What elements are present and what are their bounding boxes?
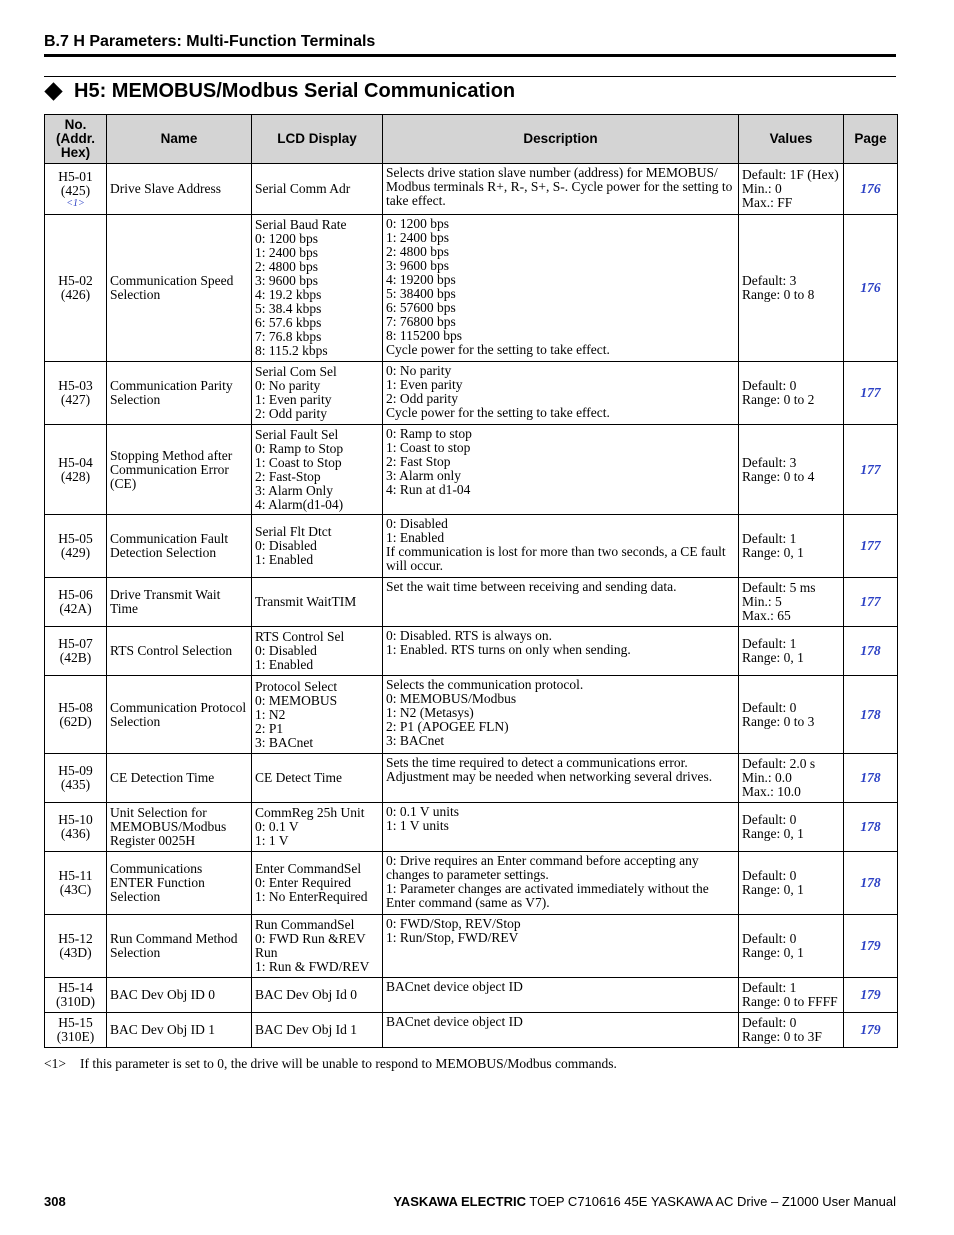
page-link[interactable]: 178 bbox=[860, 875, 881, 890]
lcd-display-cell bbox=[252, 1013, 383, 1048]
page-cell bbox=[844, 627, 898, 676]
param-number-cell bbox=[45, 627, 107, 676]
lcd-display-cell bbox=[252, 676, 383, 754]
header-line: (Addr. bbox=[56, 131, 95, 146]
table-row bbox=[45, 754, 898, 803]
description-line: 1: Run/Stop, FWD/REV bbox=[386, 930, 519, 945]
lcd-display-line: Serial Baud Rate bbox=[255, 217, 347, 232]
page-title-text: H5: MEMOBUS/Modbus Serial Communication bbox=[74, 80, 516, 102]
page-cell bbox=[844, 852, 898, 915]
param-number-line: H5-01 bbox=[58, 168, 93, 184]
lcd-display-line: 0: No parity bbox=[255, 378, 321, 393]
lcd-display-line: Serial Comm Adr bbox=[255, 181, 351, 196]
description-line: Selects the communication protocol. bbox=[386, 677, 584, 692]
lcd-display-cell bbox=[252, 215, 383, 362]
values-line: Range: 0 to 8 bbox=[742, 287, 815, 302]
lcd-display-line: 7: 76.8 kbps bbox=[255, 329, 322, 344]
header-line: Hex) bbox=[60, 145, 91, 160]
description-line: 3: BACnet bbox=[386, 733, 445, 748]
values-cell bbox=[739, 425, 844, 515]
lcd-display-cell bbox=[252, 578, 383, 627]
page-number: 308 bbox=[44, 1194, 66, 1209]
lcd-display-line: BAC Dev Obj Id 1 bbox=[255, 1022, 357, 1037]
table-row bbox=[45, 578, 898, 627]
col-header-no bbox=[45, 115, 107, 164]
lcd-display-cell bbox=[252, 754, 383, 803]
description-line: 0: FWD/Stop, REV/Stop bbox=[386, 916, 521, 931]
param-number-line: H5-04 bbox=[58, 454, 93, 470]
values-line: Default: 1 bbox=[742, 636, 797, 651]
values-cell bbox=[739, 1013, 844, 1048]
description-line: 6: 57600 bps bbox=[386, 300, 456, 315]
footer-brand: YASKAWA ELECTRIC bbox=[393, 1194, 526, 1209]
description-line: 4: Run at d1-04 bbox=[386, 482, 471, 497]
values-line: Max.: FF bbox=[742, 195, 793, 210]
page-link[interactable]: 178 bbox=[860, 819, 881, 834]
lcd-display-line: Serial Fault Sel bbox=[255, 426, 339, 442]
table-row bbox=[45, 425, 898, 515]
description-cell bbox=[383, 915, 739, 978]
param-number-line: (43C) bbox=[59, 882, 92, 897]
param-number-line: (429) bbox=[60, 545, 91, 560]
description-cell bbox=[383, 803, 739, 852]
lcd-display-line: 5: 38.4 kbps bbox=[255, 301, 322, 316]
values-line: Default: 5 ms bbox=[742, 580, 816, 595]
param-number-cell bbox=[45, 978, 107, 1013]
description-cell bbox=[383, 978, 739, 1013]
description-line: 0: Disabled. RTS is always on. bbox=[386, 628, 553, 643]
lcd-display-line: 1: 2400 bps bbox=[255, 245, 319, 260]
header-line: Name bbox=[160, 131, 198, 146]
lcd-display-line: 1: Enabled bbox=[255, 657, 314, 672]
page-cell bbox=[844, 362, 898, 425]
param-number-cell bbox=[45, 754, 107, 803]
param-name-cell: Drive Transmit Wait Time bbox=[107, 578, 252, 627]
param-number-line: (426) bbox=[60, 287, 91, 302]
description-line: 0: 0.1 V units bbox=[386, 804, 460, 819]
page-cell bbox=[844, 676, 898, 754]
description-cell bbox=[383, 627, 739, 676]
param-number-line: (428) bbox=[60, 468, 91, 484]
lcd-display-line: 2: Fast-Stop bbox=[255, 468, 321, 484]
page-cell bbox=[844, 515, 898, 578]
lcd-display-cell bbox=[252, 978, 383, 1013]
param-number-line: (43D) bbox=[59, 945, 92, 960]
values-cell bbox=[739, 362, 844, 425]
param-number-line: H5-08 bbox=[58, 699, 93, 715]
table-row bbox=[45, 915, 898, 978]
param-number-cell bbox=[45, 164, 107, 215]
description-line: 0: Disabled bbox=[386, 516, 448, 531]
param-name-cell: Stopping Method after Communication Error (CE) bbox=[107, 425, 252, 515]
lcd-display-line: 4: 19.2 kbps bbox=[255, 287, 322, 302]
values-cell bbox=[739, 676, 844, 754]
footer-manual-title: TOEP C710616 45E YASKAWA AC Drive – Z1000 User Manual bbox=[529, 1194, 896, 1209]
description-line: 1: 2400 bps bbox=[386, 230, 450, 245]
lcd-display-line: CE Detect Time bbox=[255, 770, 342, 785]
values-cell bbox=[739, 754, 844, 803]
table-row bbox=[45, 803, 898, 852]
table-row bbox=[45, 978, 898, 1013]
param-number-cell bbox=[45, 515, 107, 578]
param-number-line: (42B) bbox=[59, 650, 92, 665]
header-rule bbox=[44, 54, 896, 57]
param-number-cell bbox=[45, 578, 107, 627]
page-link[interactable]: 177 bbox=[860, 538, 881, 553]
description-line: 3: Alarm only bbox=[386, 468, 461, 483]
description-line: Cycle power for the setting to take effect. bbox=[386, 342, 610, 357]
lcd-display-line: 1: 1 V bbox=[255, 833, 289, 848]
param-number-line: H5-09 bbox=[58, 763, 93, 778]
table-row bbox=[45, 362, 898, 425]
param-number-cell bbox=[45, 215, 107, 362]
values-line: Range: 0, 1 bbox=[742, 826, 804, 841]
values-line: Default: 1 bbox=[742, 980, 797, 995]
footnote-text: If this parameter is set to 0, the drive will be unable to respond to MEMOBUS/Modbus commands. bbox=[79, 1056, 617, 1071]
page-link[interactable]: 178 bbox=[860, 770, 881, 785]
param-number-cell bbox=[45, 425, 107, 515]
description-line: 1: Parameter changes are activated immediately without the Enter command (same as V7). bbox=[386, 881, 709, 910]
param-number-cell bbox=[45, 362, 107, 425]
values-line: Default: 3 bbox=[742, 273, 797, 288]
lcd-display-cell bbox=[252, 915, 383, 978]
table-row bbox=[45, 215, 898, 362]
values-cell bbox=[739, 915, 844, 978]
lcd-display-line: 1: Run & FWD/REV bbox=[255, 959, 370, 974]
lcd-display-line: Run CommandSel bbox=[255, 917, 355, 932]
title-rule bbox=[44, 76, 896, 77]
lcd-display-line: Protocol Select bbox=[255, 678, 338, 694]
table-row bbox=[45, 164, 898, 215]
page-link[interactable]: 179 bbox=[860, 987, 881, 1002]
table-row bbox=[45, 676, 898, 754]
values-line: Range: 0, 1 bbox=[742, 650, 804, 665]
param-name-cell: Drive Slave Address bbox=[107, 164, 252, 215]
values-cell bbox=[739, 852, 844, 915]
footnote-mark: <1> bbox=[44, 1056, 66, 1071]
lcd-display-cell bbox=[252, 164, 383, 215]
footnote-ref-link[interactable]: <1> bbox=[66, 197, 85, 209]
description-line: Sets the time required to detect a communications error. Adjustment may be needed when networking several drives. bbox=[386, 755, 713, 784]
lcd-display-line: Transmit WaitTIM bbox=[255, 594, 357, 609]
param-number-cell bbox=[45, 1013, 107, 1048]
param-number-cell bbox=[45, 803, 107, 852]
values-cell bbox=[739, 215, 844, 362]
table-row bbox=[45, 1013, 898, 1048]
lcd-display-line: BAC Dev Obj Id 0 bbox=[255, 987, 357, 1002]
header-line: LCD Display bbox=[277, 131, 357, 146]
description-cell bbox=[383, 164, 739, 215]
description-line: Set the wait time between receiving and sending data. bbox=[386, 579, 677, 594]
values-line: Default: 0 bbox=[742, 812, 797, 827]
values-line: Default: 0 bbox=[742, 699, 797, 715]
lcd-display-line: CommReg 25h Unit bbox=[255, 805, 365, 820]
description-line: 0: Ramp to stop bbox=[386, 426, 472, 441]
param-name-cell: CE Detection Time bbox=[107, 754, 252, 803]
param-number-line: (425) bbox=[60, 182, 91, 198]
param-number-line: H5-05 bbox=[58, 531, 93, 546]
description-line: 1: Even parity bbox=[386, 377, 463, 392]
page-cell bbox=[844, 1013, 898, 1048]
page-title bbox=[44, 80, 515, 103]
lcd-display-line: 3: 9600 bps bbox=[255, 273, 319, 288]
values-cell bbox=[739, 164, 844, 215]
description-line: 1: N2 (Metasys) bbox=[386, 705, 474, 720]
lcd-display-line: 0: FWD Run &REV Run bbox=[255, 931, 366, 960]
lcd-display-line: Serial Flt Dtct bbox=[255, 524, 332, 539]
values-cell bbox=[739, 803, 844, 852]
header-line: Page bbox=[854, 131, 887, 146]
values-line: Range: 0, 1 bbox=[742, 882, 804, 897]
values-line: Default: 2.0 s bbox=[742, 756, 816, 771]
lcd-display-line: 0: MEMOBUS bbox=[255, 692, 338, 708]
param-name-cell: Communication Fault Detection Selection bbox=[107, 515, 252, 578]
param-number-line: (62D) bbox=[59, 713, 92, 729]
param-name-cell: RTS Control Selection bbox=[107, 627, 252, 676]
values-line: Max.: 65 bbox=[742, 608, 791, 623]
values-line: Default: 0 bbox=[742, 1015, 797, 1030]
lcd-display-line: 6: 57.6 kbps bbox=[255, 315, 322, 330]
param-name-cell: BAC Dev Obj ID 1 bbox=[107, 1013, 252, 1048]
lcd-display-line: RTS Control Sel bbox=[255, 629, 345, 644]
page-link[interactable]: 179 bbox=[860, 938, 881, 953]
table-row bbox=[45, 515, 898, 578]
lcd-display-line: 1: N2 bbox=[255, 706, 286, 722]
page-link[interactable]: 176 bbox=[860, 280, 881, 295]
lcd-display-line: 1: No EnterRequired bbox=[255, 889, 368, 904]
description-line: 2: 4800 bps bbox=[386, 244, 450, 259]
param-name-cell: Unit Selection for MEMOBUS/Modbus Register 0025H bbox=[107, 803, 252, 852]
col-header-lcd bbox=[252, 115, 383, 164]
param-number-line: H5-11 bbox=[58, 868, 93, 883]
param-number-line: (436) bbox=[60, 826, 91, 841]
description-line: 0: No parity bbox=[386, 363, 452, 378]
values-line: Range: 0 to 3F bbox=[742, 1029, 822, 1044]
description-line: 5: 38400 bps bbox=[386, 286, 456, 301]
lcd-display-line: 0: 0.1 V bbox=[255, 819, 299, 834]
param-number-line: (427) bbox=[60, 392, 91, 407]
values-line: Max.: 10.0 bbox=[742, 784, 801, 799]
col-header-page bbox=[844, 115, 898, 164]
lcd-display-cell bbox=[252, 627, 383, 676]
page-cell bbox=[844, 215, 898, 362]
description-line: 2: Odd parity bbox=[386, 391, 458, 406]
values-line: Range: 0 to 4 bbox=[742, 468, 815, 484]
lcd-display-line: 1: Enabled bbox=[255, 552, 314, 567]
param-name-cell: Communication Protocol Selection bbox=[107, 676, 252, 754]
table-row bbox=[45, 852, 898, 915]
description-cell bbox=[383, 515, 739, 578]
values-line: Range: 0, 1 bbox=[742, 545, 804, 560]
table-row bbox=[45, 627, 898, 676]
values-line: Min.: 0 bbox=[742, 181, 782, 196]
lcd-display-cell bbox=[252, 425, 383, 515]
page-link[interactable]: 178 bbox=[860, 643, 881, 658]
values-cell bbox=[739, 627, 844, 676]
values-line: Default: 0 bbox=[742, 378, 797, 393]
param-name-cell: Communication Parity Selection bbox=[107, 362, 252, 425]
param-number-line: (435) bbox=[60, 777, 91, 792]
lcd-display-line: 3: BACnet bbox=[255, 734, 314, 750]
description-line: Selects drive station slave number (address) for MEMOBUS/ Modbus terminals R+, R-, S+, S-. Cycle power for the setting to take effect. bbox=[386, 165, 733, 208]
description-line: 1: Enabled. RTS turns on only when sending. bbox=[386, 642, 631, 657]
values-cell bbox=[739, 578, 844, 627]
description-line: 8: 115200 bps bbox=[386, 328, 463, 343]
description-line: BACnet device object ID bbox=[386, 979, 523, 994]
values-line: Range: 0 to 3 bbox=[742, 713, 815, 729]
values-line: Min.: 5 bbox=[742, 594, 782, 609]
description-line: 3: 9600 bps bbox=[386, 258, 450, 273]
lcd-display-line: 0: Enter Required bbox=[255, 875, 351, 890]
lcd-display-line: 2: P1 bbox=[255, 720, 284, 736]
param-number-line: H5-06 bbox=[58, 587, 93, 602]
parameter-table bbox=[44, 114, 898, 1048]
page-cell bbox=[844, 754, 898, 803]
section-header: B.7 H Parameters: Multi-Function Terminals bbox=[44, 33, 376, 50]
lcd-display-line: Enter CommandSel bbox=[255, 861, 362, 876]
param-number-line: (310E) bbox=[56, 1029, 95, 1044]
values-line: Default: 1 bbox=[742, 531, 797, 546]
param-number-cell bbox=[45, 852, 107, 915]
lcd-display-cell bbox=[252, 362, 383, 425]
page-cell bbox=[844, 803, 898, 852]
lcd-display-line: 1: Even parity bbox=[255, 392, 332, 407]
description-cell bbox=[383, 578, 739, 627]
lcd-display-cell bbox=[252, 515, 383, 578]
lcd-display-line: 0: Ramp to Stop bbox=[255, 440, 344, 456]
description-cell bbox=[383, 362, 739, 425]
param-name-cell: Communication Speed Selection bbox=[107, 215, 252, 362]
param-number-line: H5-03 bbox=[58, 378, 93, 393]
col-header-name bbox=[107, 115, 252, 164]
values-line: Range: 0, 1 bbox=[742, 945, 804, 960]
param-number-line: H5-07 bbox=[58, 636, 93, 651]
param-number-line: H5-10 bbox=[58, 812, 93, 827]
description-line: 2: P1 (APOGEE FLN) bbox=[386, 719, 509, 734]
col-header-description bbox=[383, 115, 739, 164]
param-number-cell bbox=[45, 676, 107, 754]
description-cell bbox=[383, 1013, 739, 1048]
values-line: Default: 0 bbox=[742, 931, 797, 946]
lcd-display-cell bbox=[252, 803, 383, 852]
description-line: 1: 1 V units bbox=[386, 818, 449, 833]
param-number-line: (42A) bbox=[59, 601, 92, 616]
diamond-bullet-icon bbox=[44, 82, 62, 100]
description-line: BACnet device object ID bbox=[386, 1014, 523, 1029]
lcd-display-line: 2: 4800 bps bbox=[255, 259, 319, 274]
description-line: 1: Enabled bbox=[386, 530, 445, 545]
description-line: 4: 19200 bps bbox=[386, 272, 456, 287]
description-line: 0: Drive requires an Enter command before accepting any changes to parameter settings. bbox=[386, 853, 699, 882]
values-cell bbox=[739, 515, 844, 578]
description-cell bbox=[383, 676, 739, 754]
header-line: Values bbox=[769, 131, 813, 146]
description-line: Cycle power for the setting to take effect. bbox=[386, 405, 610, 420]
lcd-display-cell bbox=[252, 852, 383, 915]
description-line: 1: Coast to stop bbox=[386, 440, 471, 455]
page-link[interactable]: 177 bbox=[860, 385, 881, 400]
param-number-line: (310D) bbox=[56, 994, 95, 1009]
page-cell bbox=[844, 425, 898, 515]
param-number-cell bbox=[45, 915, 107, 978]
header-line: No. bbox=[64, 117, 87, 132]
description-line: If communication is lost for more than two seconds, a CE fault will occur. bbox=[386, 544, 726, 573]
param-name-cell: Run Command Method Selection bbox=[107, 915, 252, 978]
page-link[interactable]: 178 bbox=[860, 706, 881, 722]
values-line: Min.: 0.0 bbox=[742, 770, 792, 785]
param-number-line: H5-02 bbox=[58, 273, 93, 288]
description-line: 2: Fast Stop bbox=[386, 454, 451, 469]
values-line: Default: 1F (Hex) bbox=[742, 167, 839, 182]
lcd-display-line: 3: Alarm Only bbox=[255, 482, 333, 498]
param-name-cell: BAC Dev Obj ID 0 bbox=[107, 978, 252, 1013]
footer-manual bbox=[393, 1194, 896, 1209]
description-cell bbox=[383, 215, 739, 362]
page-cell bbox=[844, 978, 898, 1013]
lcd-display-line: 0: Disabled bbox=[255, 538, 317, 553]
description-cell bbox=[383, 852, 739, 915]
page-link[interactable]: 177 bbox=[860, 461, 881, 477]
values-cell bbox=[739, 978, 844, 1013]
header-line: Description bbox=[523, 131, 598, 146]
values-line: Range: 0 to FFFF bbox=[742, 994, 838, 1009]
lcd-display-line: 8: 115.2 kbps bbox=[255, 343, 328, 358]
lcd-display-line: 2: Odd parity bbox=[255, 406, 327, 421]
page-link[interactable]: 176 bbox=[860, 181, 881, 196]
description-line: 7: 76800 bps bbox=[386, 314, 456, 329]
description-line: 0: MEMOBUS/Modbus bbox=[386, 691, 517, 706]
values-line: Default: 3 bbox=[742, 454, 797, 470]
footnote bbox=[44, 1056, 617, 1072]
param-number-line: H5-12 bbox=[58, 931, 93, 946]
param-number-line: H5-14 bbox=[58, 980, 93, 995]
param-name-cell: Communications ENTER Function Selection bbox=[107, 852, 252, 915]
lcd-display-line: 4: Alarm(d1-04) bbox=[255, 496, 344, 512]
description-cell bbox=[383, 754, 739, 803]
values-line: Range: 0 to 2 bbox=[742, 392, 815, 407]
page-cell bbox=[844, 164, 898, 215]
lcd-display-line: 1: Coast to Stop bbox=[255, 454, 342, 470]
values-line: Default: 0 bbox=[742, 868, 797, 883]
description-cell bbox=[383, 425, 739, 515]
col-header-values bbox=[739, 115, 844, 164]
page-link[interactable]: 177 bbox=[860, 594, 881, 609]
param-number-line: H5-15 bbox=[58, 1015, 93, 1030]
lcd-display-line: 0: 1200 bps bbox=[255, 231, 319, 246]
page-cell bbox=[844, 578, 898, 627]
page-cell bbox=[844, 915, 898, 978]
table-header-row bbox=[45, 115, 898, 164]
page-link[interactable]: 179 bbox=[860, 1022, 881, 1037]
description-line: 0: 1200 bps bbox=[386, 216, 450, 231]
lcd-display-line: 0: Disabled bbox=[255, 643, 317, 658]
lcd-display-line: Serial Com Sel bbox=[255, 364, 337, 379]
